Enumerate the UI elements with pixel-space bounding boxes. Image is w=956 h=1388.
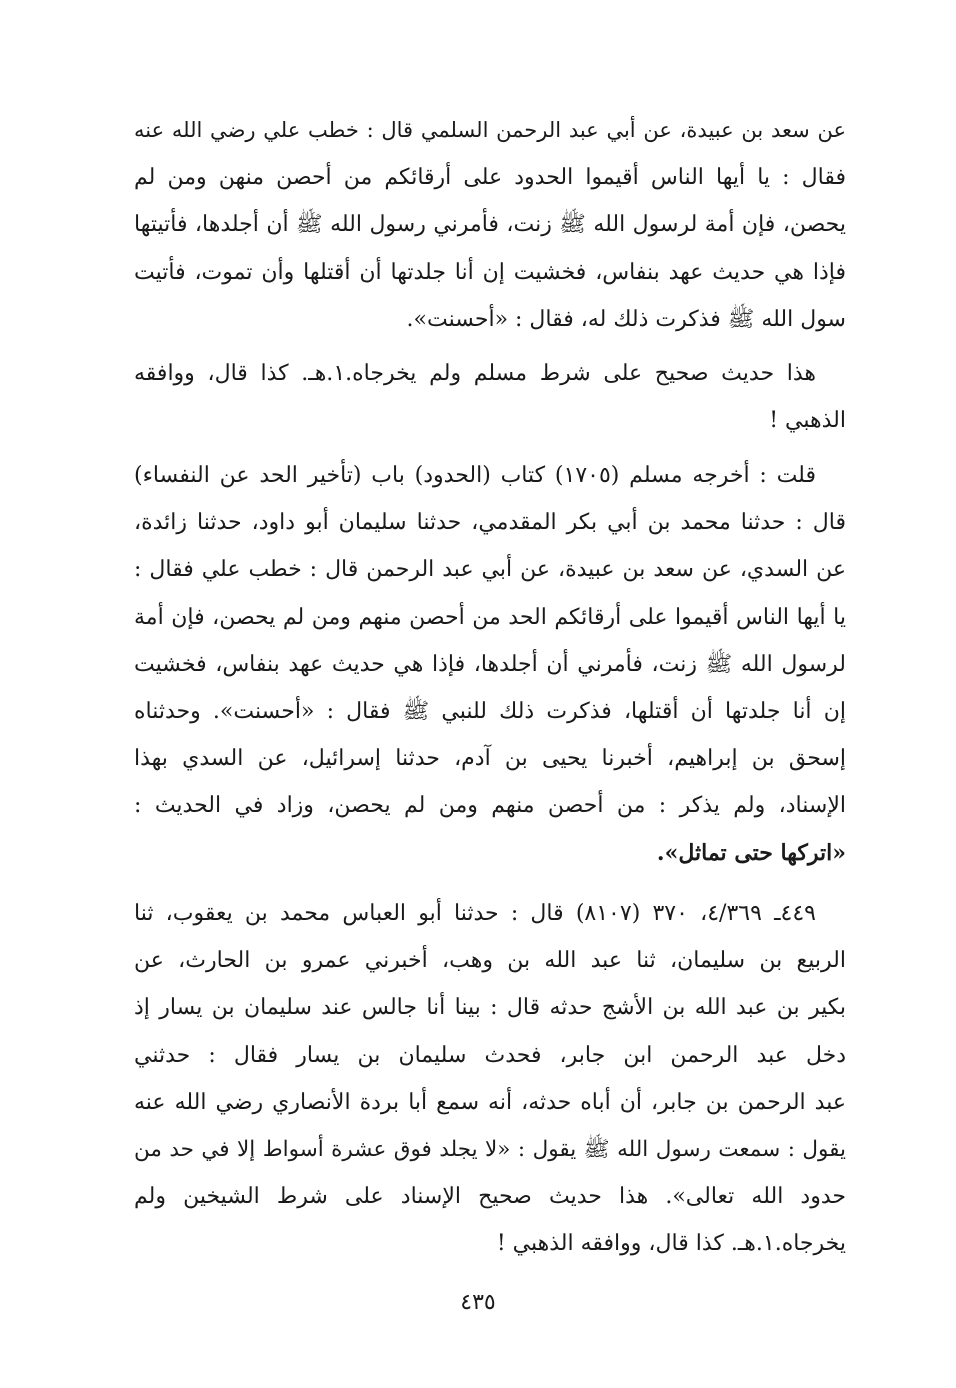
text-line: فإذا هي حديث عهد بنفاس، فخشيت إن أنا جلدتها أن أقتلها وأن تموت، فأتيت	[134, 259, 846, 285]
text-line: إسحق بن إبراهيم، أخبرنا يحيى بن آدم، حدثنا إسرائيل، عن السدي بهذا	[134, 746, 846, 772]
text-line: الربيع بن سليمان، ثنا عبد الله بن وهب، أخبرني عمرو بن الحارث، عن	[134, 948, 846, 974]
text-line: يخرجاه.١.هـ. كذا قال، ووافقه الذهبي !	[496, 1231, 846, 1257]
paragraph-1	[134, 107, 846, 343]
text-line: «اتركها حتى تماثل».	[656, 839, 846, 866]
paragraph-3	[134, 452, 846, 877]
text-line: عن السدي، عن سعد بن عبيدة، عن أبي عبد الرحمن قال : خطب علي فقال :	[134, 557, 846, 583]
text-line: هذا حديث صحيح على شرط مسلم ولم يخرجاه.١.هـ. كذا قال، ووافقه	[134, 361, 816, 386]
text-line: ٤٤٩ـ ٤/٣٦٩، ٣٧٠ (٨١٠٧) قال : حدثنا أبو العباس محمد بن يعقوب، ثنا	[134, 901, 816, 926]
text-line: دخل عبد الرحمن ابن جابر، فحدث سليمان بن يسار فقال : حدثني	[134, 1042, 846, 1068]
text-line: حدود الله تعالى». هذا حديث صحيح الإسناد على شرط الشيخين ولم	[134, 1184, 846, 1210]
page-number: ٤٣٥	[460, 1290, 496, 1315]
paragraph-2	[134, 350, 846, 444]
text-line: بكير بن عبد الله بن الأشج حدثه قال : بينا أنا جالس عند سليمان بن يسار إذ	[134, 995, 846, 1021]
text-line: يا أيها الناس أقيموا على أرقائكم الحد من أحصن منهم ومن لم يحصن، فإن أمة	[134, 604, 846, 630]
text-line: فقال : يا أيها الناس أقيموا الحدود على أرقائكم من أحصن منهن ومن لم	[134, 165, 846, 191]
text-line: قلت : أخرجه مسلم (١٧٠٥) كتاب (الحدود) باب (تأخير الحد عن النفساء)	[134, 463, 816, 488]
text-line: عبد الرحمن بن جابر، أن أباه حدثه، أنه سمع أبا بردة الأنصاري رضي الله عنه	[134, 1089, 846, 1115]
paragraph-4	[134, 890, 846, 1268]
text-line: إن أنا جلدتها أن أقتلها، فذكرت ذلك للنبي ﷺ فقال : «أحسنت». وحدثناه	[134, 699, 846, 725]
text-line: يحصن، فإن أمة لرسول الله ﷺ زنت، فأمرني رسول الله ﷺ أن أجلدها، فأتيتها	[134, 212, 846, 238]
text-line: قال : حدثنا محمد بن أبي بكر المقدمي، حدثنا سليمان أبو داود، حدثنا زائدة،	[134, 510, 846, 536]
text-line: سول الله ﷺ فذكرت ذلك له، فقال : «أحسنت».	[406, 306, 846, 332]
text-line: الإسناد، ولم يذكر : من أحصن منهم ومن لم يحصن، وزاد في الحديث :	[134, 793, 846, 819]
text-line: الذهبي !	[769, 408, 846, 434]
text-line: لرسول الله ﷺ زنت، فأمرني أن أجلدها، فإذا هي حديث عهد بنفاس، فخشيت	[134, 651, 846, 677]
text-line: يقول : سمعت رسول الله ﷺ يقول : «لا يجلد فوق عشرة أسواط إلا في حد من	[134, 1137, 846, 1163]
text-line: عن سعد بن عبيدة، عن أبي عبد الرحمن السلمي قال : خطب علي رضي الله عنه	[134, 118, 846, 142]
